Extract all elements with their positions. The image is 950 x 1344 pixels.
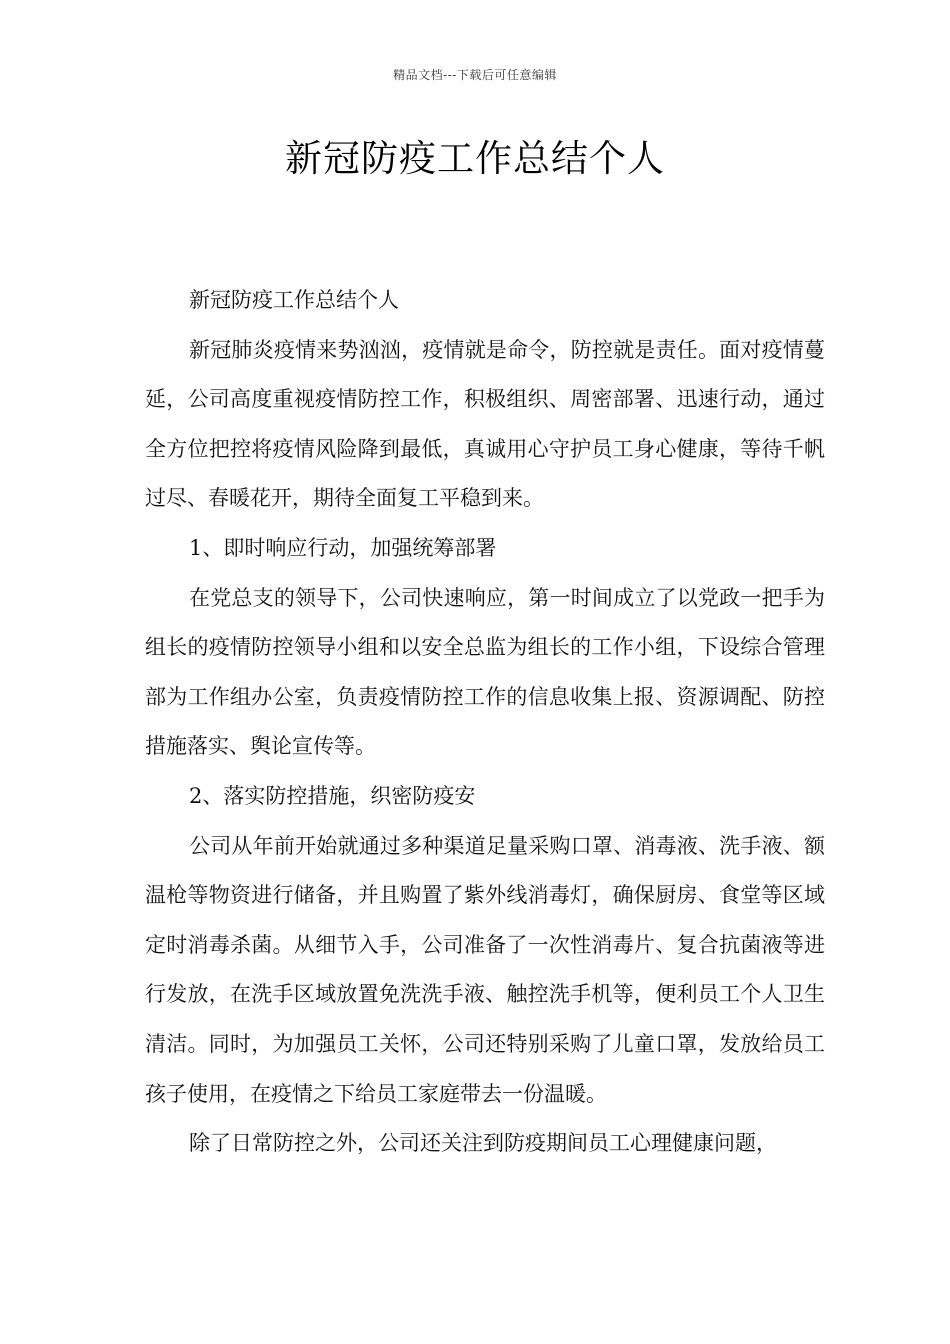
paragraph-continuation: 除了日常防控之外，公司还关注到防疫期间员工心理健康问题， xyxy=(189,1131,777,1156)
header-note: 精品文档---下载后可任意编辑 xyxy=(393,68,557,82)
section-heading-1: 1、即时响应行动，加强统筹部署 xyxy=(189,535,497,560)
paragraph-subtitle: 新冠防疫工作总结个人 xyxy=(189,288,399,312)
document-title: 新冠防疫工作总结个人 xyxy=(285,137,665,180)
paragraph-section-1: 在党总支的领导下，公司快速响应，第一时间成立了以党政一把手为组长的疫情防控领导小组和以安全总监为组长的工作小组，下设综合管理部为工作组办公室，负责疫情防控工作的信息收集上报、资源调配、防控措施落实、舆论宣传等。 xyxy=(145,585,825,759)
paragraph-section-2: 公司从年前开始就通过多种渠道足量采购口罩、消毒液、洗手液、额温枪等物资进行储备，并且购置了紫外线消毒灯，确保厨房、食堂等区域定时消毒杀菌。从细节入手，公司准备了一次性消毒片、复合抗菌液等进行发放，在洗手区域放置免洗洗手液、触控洗手机等，便利员工个人卫生清洁。同时，为加强员工关怀，公司还特别采购了儿童口罩，发放给员工孩子使用，在疫情之下给员工家庭带去一份温暖。 xyxy=(145,833,825,1106)
document-body xyxy=(145,276,825,1169)
section-heading-2: 2、落实防控措施，织密防疫安 xyxy=(189,783,476,808)
paragraph-intro: 新冠肺炎疫情来势汹汹，疫情就是命令，防控就是责任。面对疫情蔓延，公司高度重视疫情防控工作，积极组织、周密部署、迅速行动，通过全方位把控将疫情风险降到最低，真诚用心守护员工身心健康，等待千帆过尽、春暖花开，期待全面复工平稳到来。 xyxy=(145,337,825,511)
